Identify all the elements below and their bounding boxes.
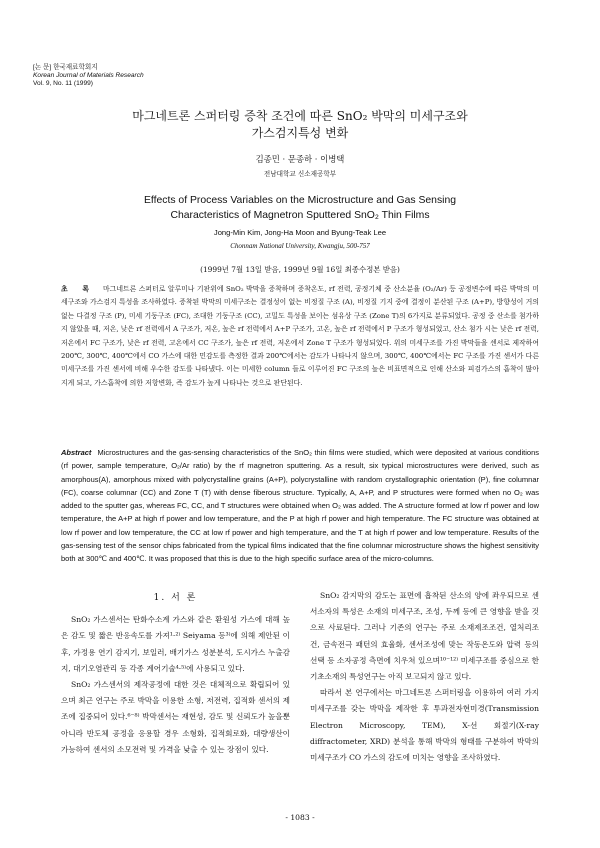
journal-line-ko: [논 문] 한국재료학회지 <box>33 64 98 71</box>
abstract-english-label: Abstract <box>61 448 92 457</box>
title-english-line1: Effects of Process Variables on the Microstructure and Gas Sensing <box>143 195 457 206</box>
authors-english: Jong-Min Kim, Jong-Ha Moon and Byung-Teak Lee <box>213 228 387 237</box>
right-column <box>310 588 539 766</box>
section-heading-intro: 1. 서 론 <box>153 593 198 603</box>
affiliation-korean: 전남대학교 신소재공학부 <box>263 170 337 178</box>
abstract-korean <box>61 283 539 390</box>
title-english <box>0 193 600 223</box>
abstract-korean-text: 마그네트론 스퍼터로 알루미나 기판위에 SnO₂ 박막을 증착하며 증착온도, rf 전력, 공정기체 중 산소분율 (O₂/Ar) 등 공정변수에 따른 박막의 미세구조와 가스검지 특성을 조사하였다. 증착된 박막의 미세구조는 결정성이 없는 비정질 구조 (A), 비정질 기지 중에 결정이 분산된 구조 (A+P), 방향성이 거의 없는 다결정 구조 (P), 미세 기둥구조 (FC), 조대한 기둥구조 (CC), 고밀도 특성을 보이는 섬유상 구조 (Zone T)의 6가지로 분류되었다. 공정 중 산소를 첨가하지 않았을 때, 저온, 낮은 rf 전력에서 A 구조가, 저온, 높은 rf 전력에서 A+P 구조가, 고온, 높은 rf 전력에서 P 구조가 형성되었고, 산소 첨가 시는 낮은 rf 전력, 저온에서 FC 구조가, 낮은 rf 전력, 고온에서 CC 구조가, 높은 rf 전력, 저온에서 Zone T 구조가 형성되었다. 위의 미세구조를 가진 박막들을 센서로 제작하여 200℃, 300℃, 400℃에서 CO 가스에 대한 민감도를 측정한 결과 200℃에서는 감도가 나타나지 않으며, 300℃, 400℃에서는 FC 구조를 가진 센서가 다른 미세구조를 가진 센서에 비해 우수한 감도를 나타냈다. 이는 미세한 column 들로 이루어진 FC 구조의 높은 비표면적으로 인해 산소와 피검가스의 흡착이 많아지게 되고, 가스흡착에 의한 저항변화, 즉 감도가 높게 나타나는 것으로 판단된다. <box>61 285 539 387</box>
page-number: - 1083 - <box>285 813 315 822</box>
title-korean-line2: 가스검지특성 변화 <box>251 126 349 140</box>
intro-paragraph-2: SnO₂ 가스센서의 제작공정에 대한 것은 대체적으로 확립되어 있으며 최근 연구는 주로 박막을 이용한 소형, 저전력, 집적화 센서의 제조에 집중되어 있다.⁶⁻⁸⁾ 박막센서는 재현성, 감도 및 신뢰도가 높을뿐 아니라 반도체 공정을 응용할 경우 소형화, 집적회로화, 대량생산이 가능하여 센서의 소모전력 및 가격을 낮출 수 있는 장점이 있다. <box>61 680 290 754</box>
intro-paragraph-1: SnO₂ 가스센서는 탄화수소계 가스와 같은 환원성 가스에 대해 높은 감도 및 짧은 반응속도를 가져¹·²⁾ Seiyama 등³⁾에 의해 제안된 이후, 가정용 연기 감지기, 보일러, 배기가스 성분분석, 도시가스 누출감지, 대기오염관리 등 각종 계어기술⁴·⁵⁾에 사용되고 있다. <box>61 615 290 673</box>
right-paragraph-2: 따라서 본 연구에서는 마그네트론 스퍼터링을 이용하여 여러 가지 미세구조를 갖는 박막을 제작한 후 투과전자현미경(Transmission Electron Microscopy, TEM), X-선 회절기(X-ray diffractometer, XRD) 분석을 통해 박막의 형태를 구분하여 박막의 미세구조가 CO 가스의 감도에 미치는 영향을 조사하였다. <box>310 688 539 763</box>
received-dates: (1999년 7월 13일 받음, 1999년 9월 16일 최종수정본 받음) <box>200 265 400 274</box>
title-korean <box>0 108 600 142</box>
right-paragraph-1: SnO₂ 감지막의 감도는 표면에 흡착된 산소의 양에 좌우되므로 센서소자의 특성은 소재의 미세구조, 조성, 두께 등에 큰 영향을 받을 것으로 사료된다. 그러나 기존의 연구는 주로 소재제조조건, 열처리조건, 금속전극 패턴의 효율화, 센서조성에 맞는 작동온도와 압력 등의 선택 등 소자공정 측면에 치우쳐 있으며¹⁰⁻¹²⁾ 미세구조를 중심으로 한 기초소재의 특성연구는 아직 보고되지 않고 있다. <box>310 591 539 682</box>
abstract-english <box>61 446 539 566</box>
journal-volume: Vol. 9, No. 11 (1999) <box>33 80 93 88</box>
journal-header <box>33 64 144 89</box>
authors-korean: 김종민 · 문종하 · 이병택 <box>255 154 345 164</box>
title-korean-line1: 마그네트론 스퍼터링 증착 조건에 따른 SnO₂ 박막의 미세구조와 <box>132 109 468 123</box>
abstract-english-text: Microstructures and the gas-sensing characteristics of the SnO₂ thin films were studied, which were deposited at various conditions (rf power, sample temperature, O₂/Ar ratio) by the rf magnetron sputtering. As a result, six typical microstructures were derived, such as amorphous(A), amorphous mixed with polycrystalline grains (A+P), polycrystalline with random crystallographic orientation (P), fine columnar (FC), coarse columnar (CC) and Zone T (T) with dense fiberous structure. Typically, A, A+P, and P structures were formed when no O₂ was added to the sputter gas, whereas FC, CC, and T structures were obtained when O₂ was added. The A structure formed at low rf power and low temperature, the A+P at high rf power and low temperature, and the P at high rf power and high temperature. The FC structure was obtained at low rf power and low temperature, the CC at low rf power and high temperature, and the T at high rf power and low temperature. Results of the gas-sensing test of the sensor chips fabricated from the typical films indicated that the fine columnar microstructure shows the highest sensitivity both at 300℃ and 400℃. It was proposed that this is due to the high specific surface area of the micro-columns. <box>61 448 539 564</box>
journal-line-en: Korean Journal of Materials Research <box>33 72 144 80</box>
affiliation-english: Chonnam National University, Kwangju, 500-757 <box>230 242 370 250</box>
left-column <box>61 590 290 758</box>
abstract-korean-label: 초 록 <box>61 285 95 293</box>
title-english-line2: Characteristics of Magnetron Sputtered SnO₂ Thin Films <box>170 210 430 221</box>
